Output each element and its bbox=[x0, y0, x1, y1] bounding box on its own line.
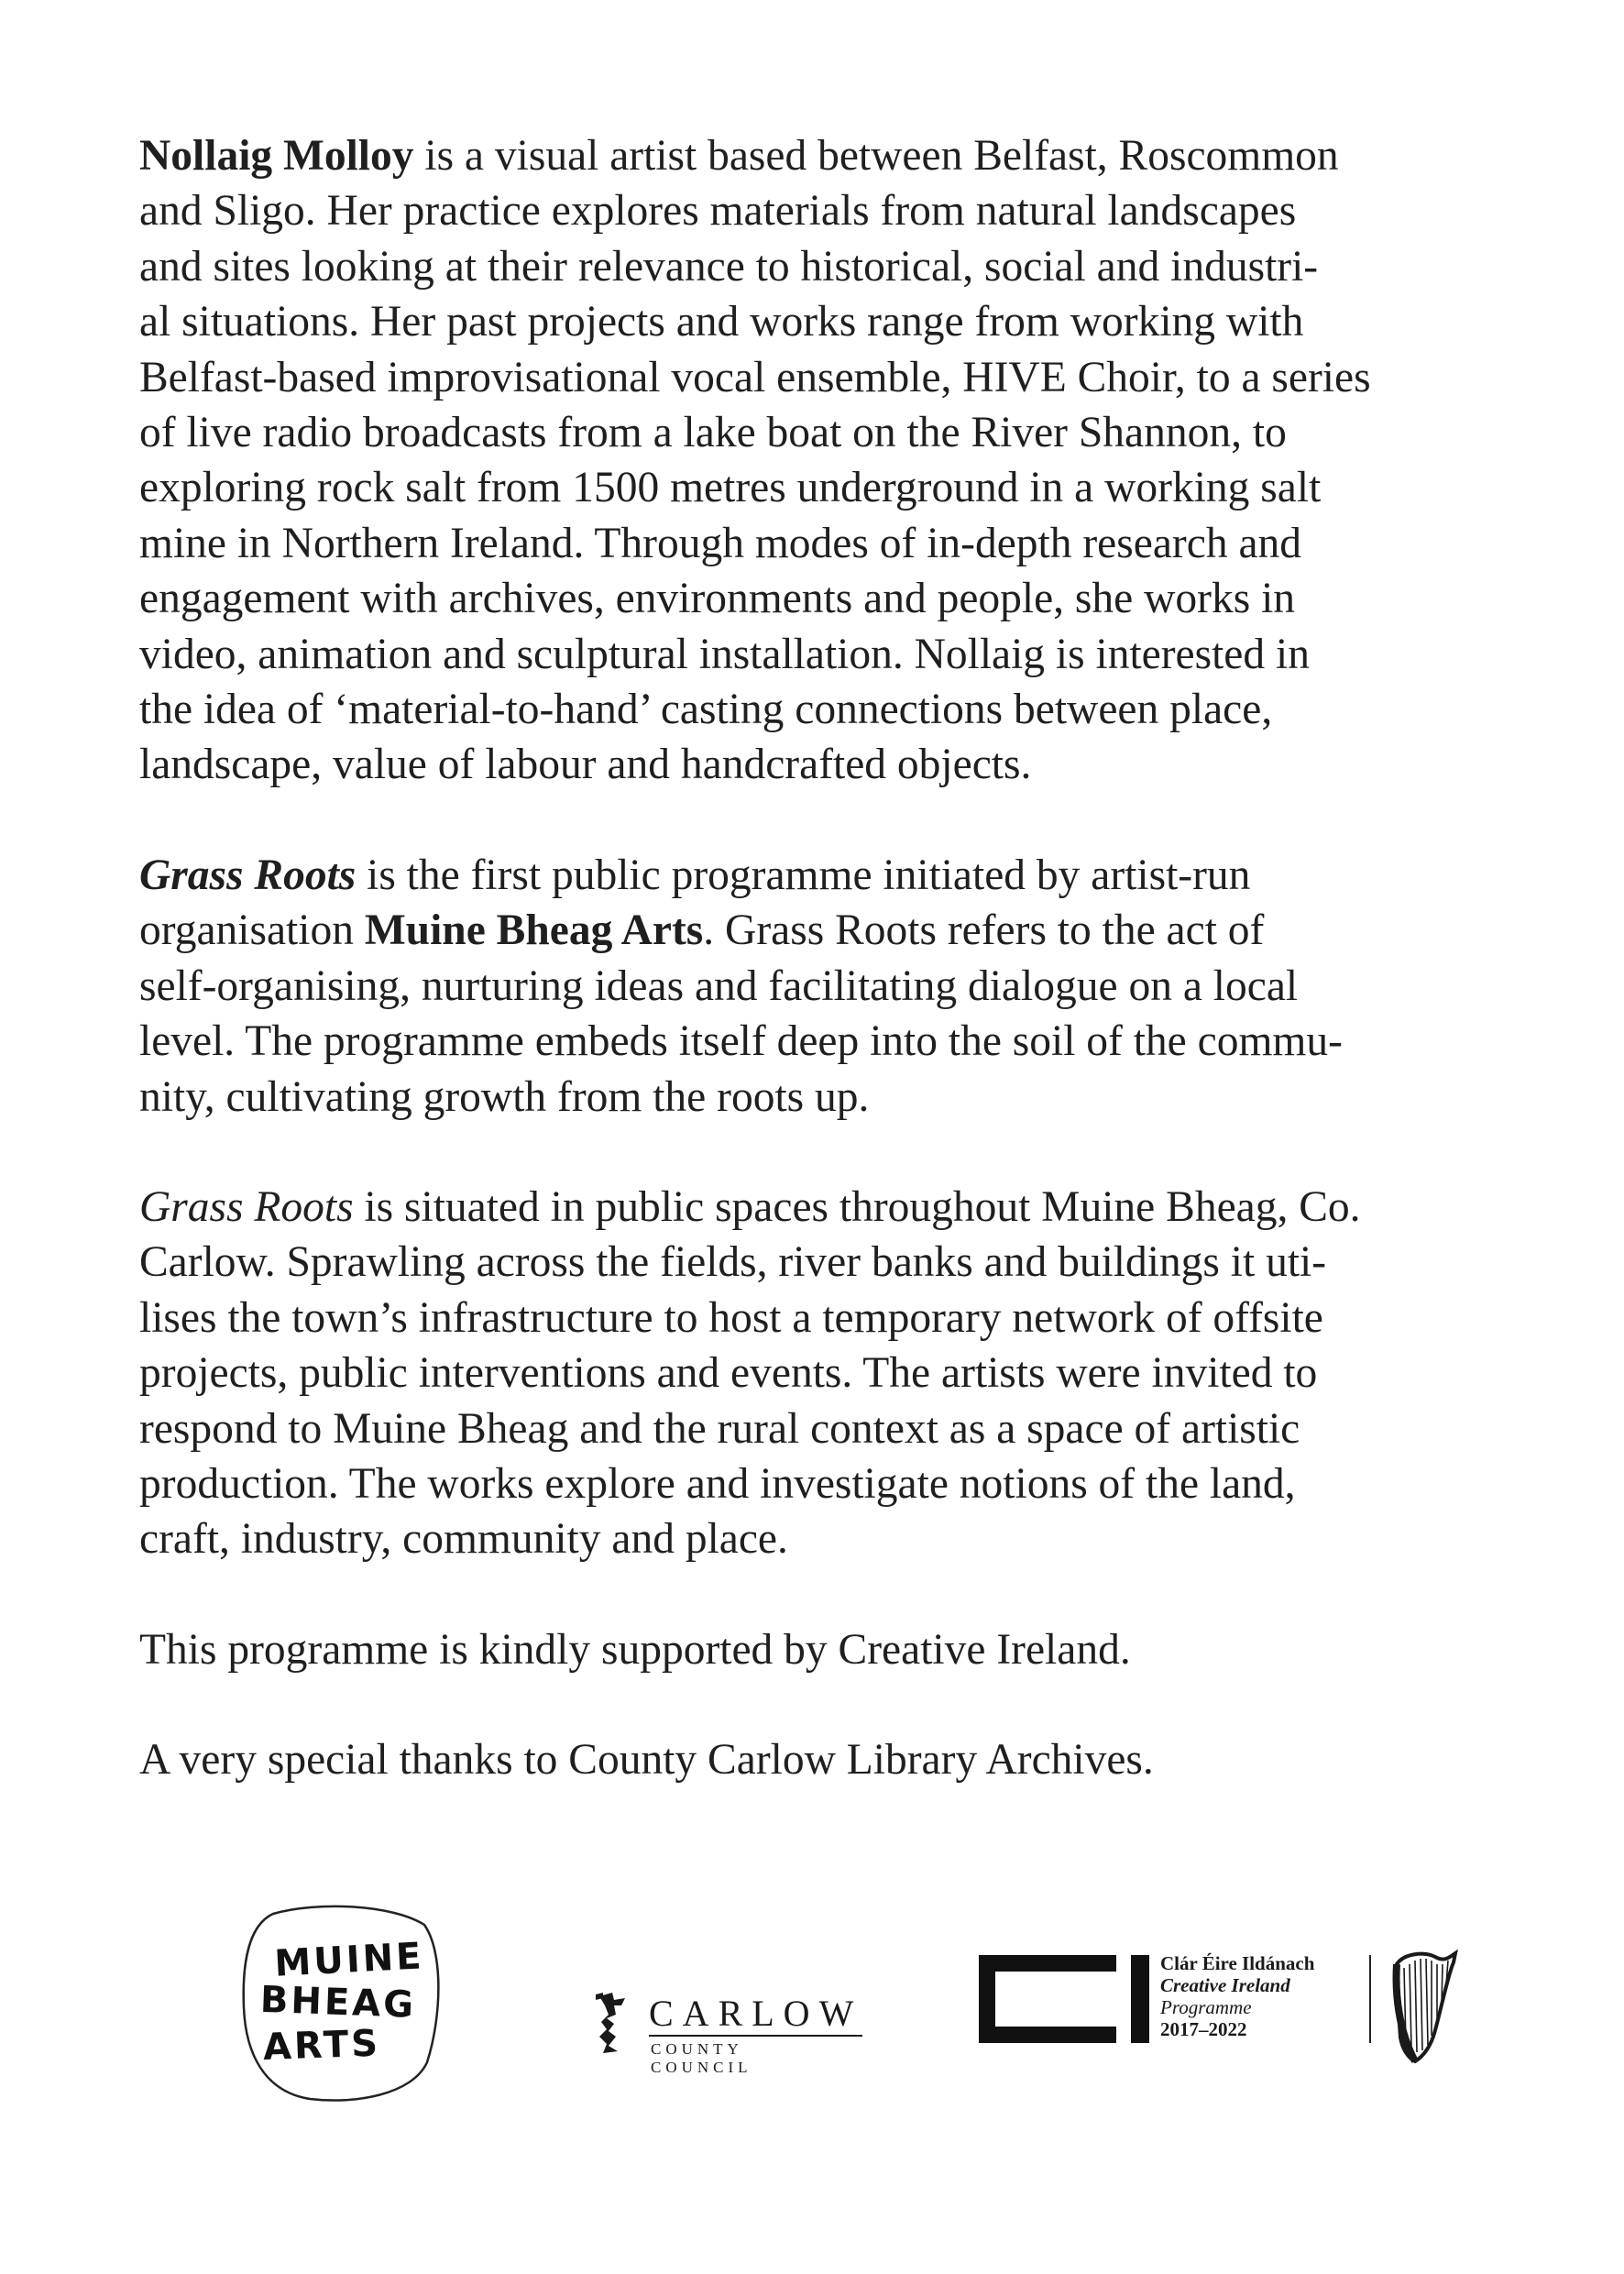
thanks-paragraph: A very special thanks to County Carlow Library Archives. bbox=[139, 1736, 1154, 1785]
artist-bio-paragraph: Nollaig Molloy is a visual artist based between Belfast, Roscommon and Sligo. Her practice explores materials from natural landscapes and sites looking at their relevance to historical, social and industri- al situations. Her past projects and works range from working with Belfast-based improvisational vocal ensemble, HIVE Choir, to a series of live radio broadcasts from a lake boat on the River Shannon, to exploring rock salt from 1500 metres underground in a working salt mine in Northern Ireland. Through modes of in-depth research and engagement with archives, environments and people, she works in video, animation and sculptural installation. Nollaig is interested in the idea of ‘material-to-hand’ casting connections between place, landscape, value of labour and handcrafted objects. bbox=[139, 132, 1371, 789]
artist-name: Nollaig Molloy bbox=[139, 132, 414, 180]
programme-title: Grass Roots bbox=[139, 1182, 354, 1231]
programme-location-paragraph: Grass Roots is situated in public spaces throughout Muine Bheag, Co. Carlow. Sprawling across the fields, river banks and buildings it uti- lises the town’s infrastructure to host a temporary network of offsite projects, public interventions and events. The artists were invited to respond to Muine Bheag and the rural context as a space of artistic production. The works explore and investigate notions of the land, craft, industry, community and place. bbox=[139, 1182, 1361, 1564]
muine-bheag-arts-logo: MUINE BHEAG ARTS bbox=[236, 1897, 447, 2108]
programme-intro-paragraph: Grass Roots is the first public programme initiated by artist-run organisation Muine Bheag Arts. Grass Roots refers to the act of self-organising, nurturing ideas and facilitating dialogue on a local level. The programme embeds itself deep into the soil of the commu- nity, cultivating growth from the roots up. bbox=[139, 851, 1343, 1121]
support-paragraph: This programme is kindly supported by Creative Ireland. bbox=[139, 1625, 1131, 1674]
creative-ireland-logo: Clár Éire Ildánach Creative Ireland Programme 2017–2022 bbox=[979, 1955, 1474, 2074]
body-text bbox=[139, 128, 1514, 1843]
ci-mark-icon bbox=[979, 1955, 1153, 2043]
carlow-crest-icon bbox=[594, 1991, 634, 2055]
logo-outline-shape bbox=[236, 1897, 447, 2108]
organisation-name: Muine Bheag Arts bbox=[364, 906, 704, 955]
harp-icon bbox=[1388, 1948, 1461, 2067]
carlow-county-council-logo: CARLOW COUNTY COUNCIL bbox=[594, 1991, 850, 2073]
ci-divider bbox=[1369, 1955, 1371, 2043]
programme-title: Grass Roots bbox=[139, 851, 357, 899]
